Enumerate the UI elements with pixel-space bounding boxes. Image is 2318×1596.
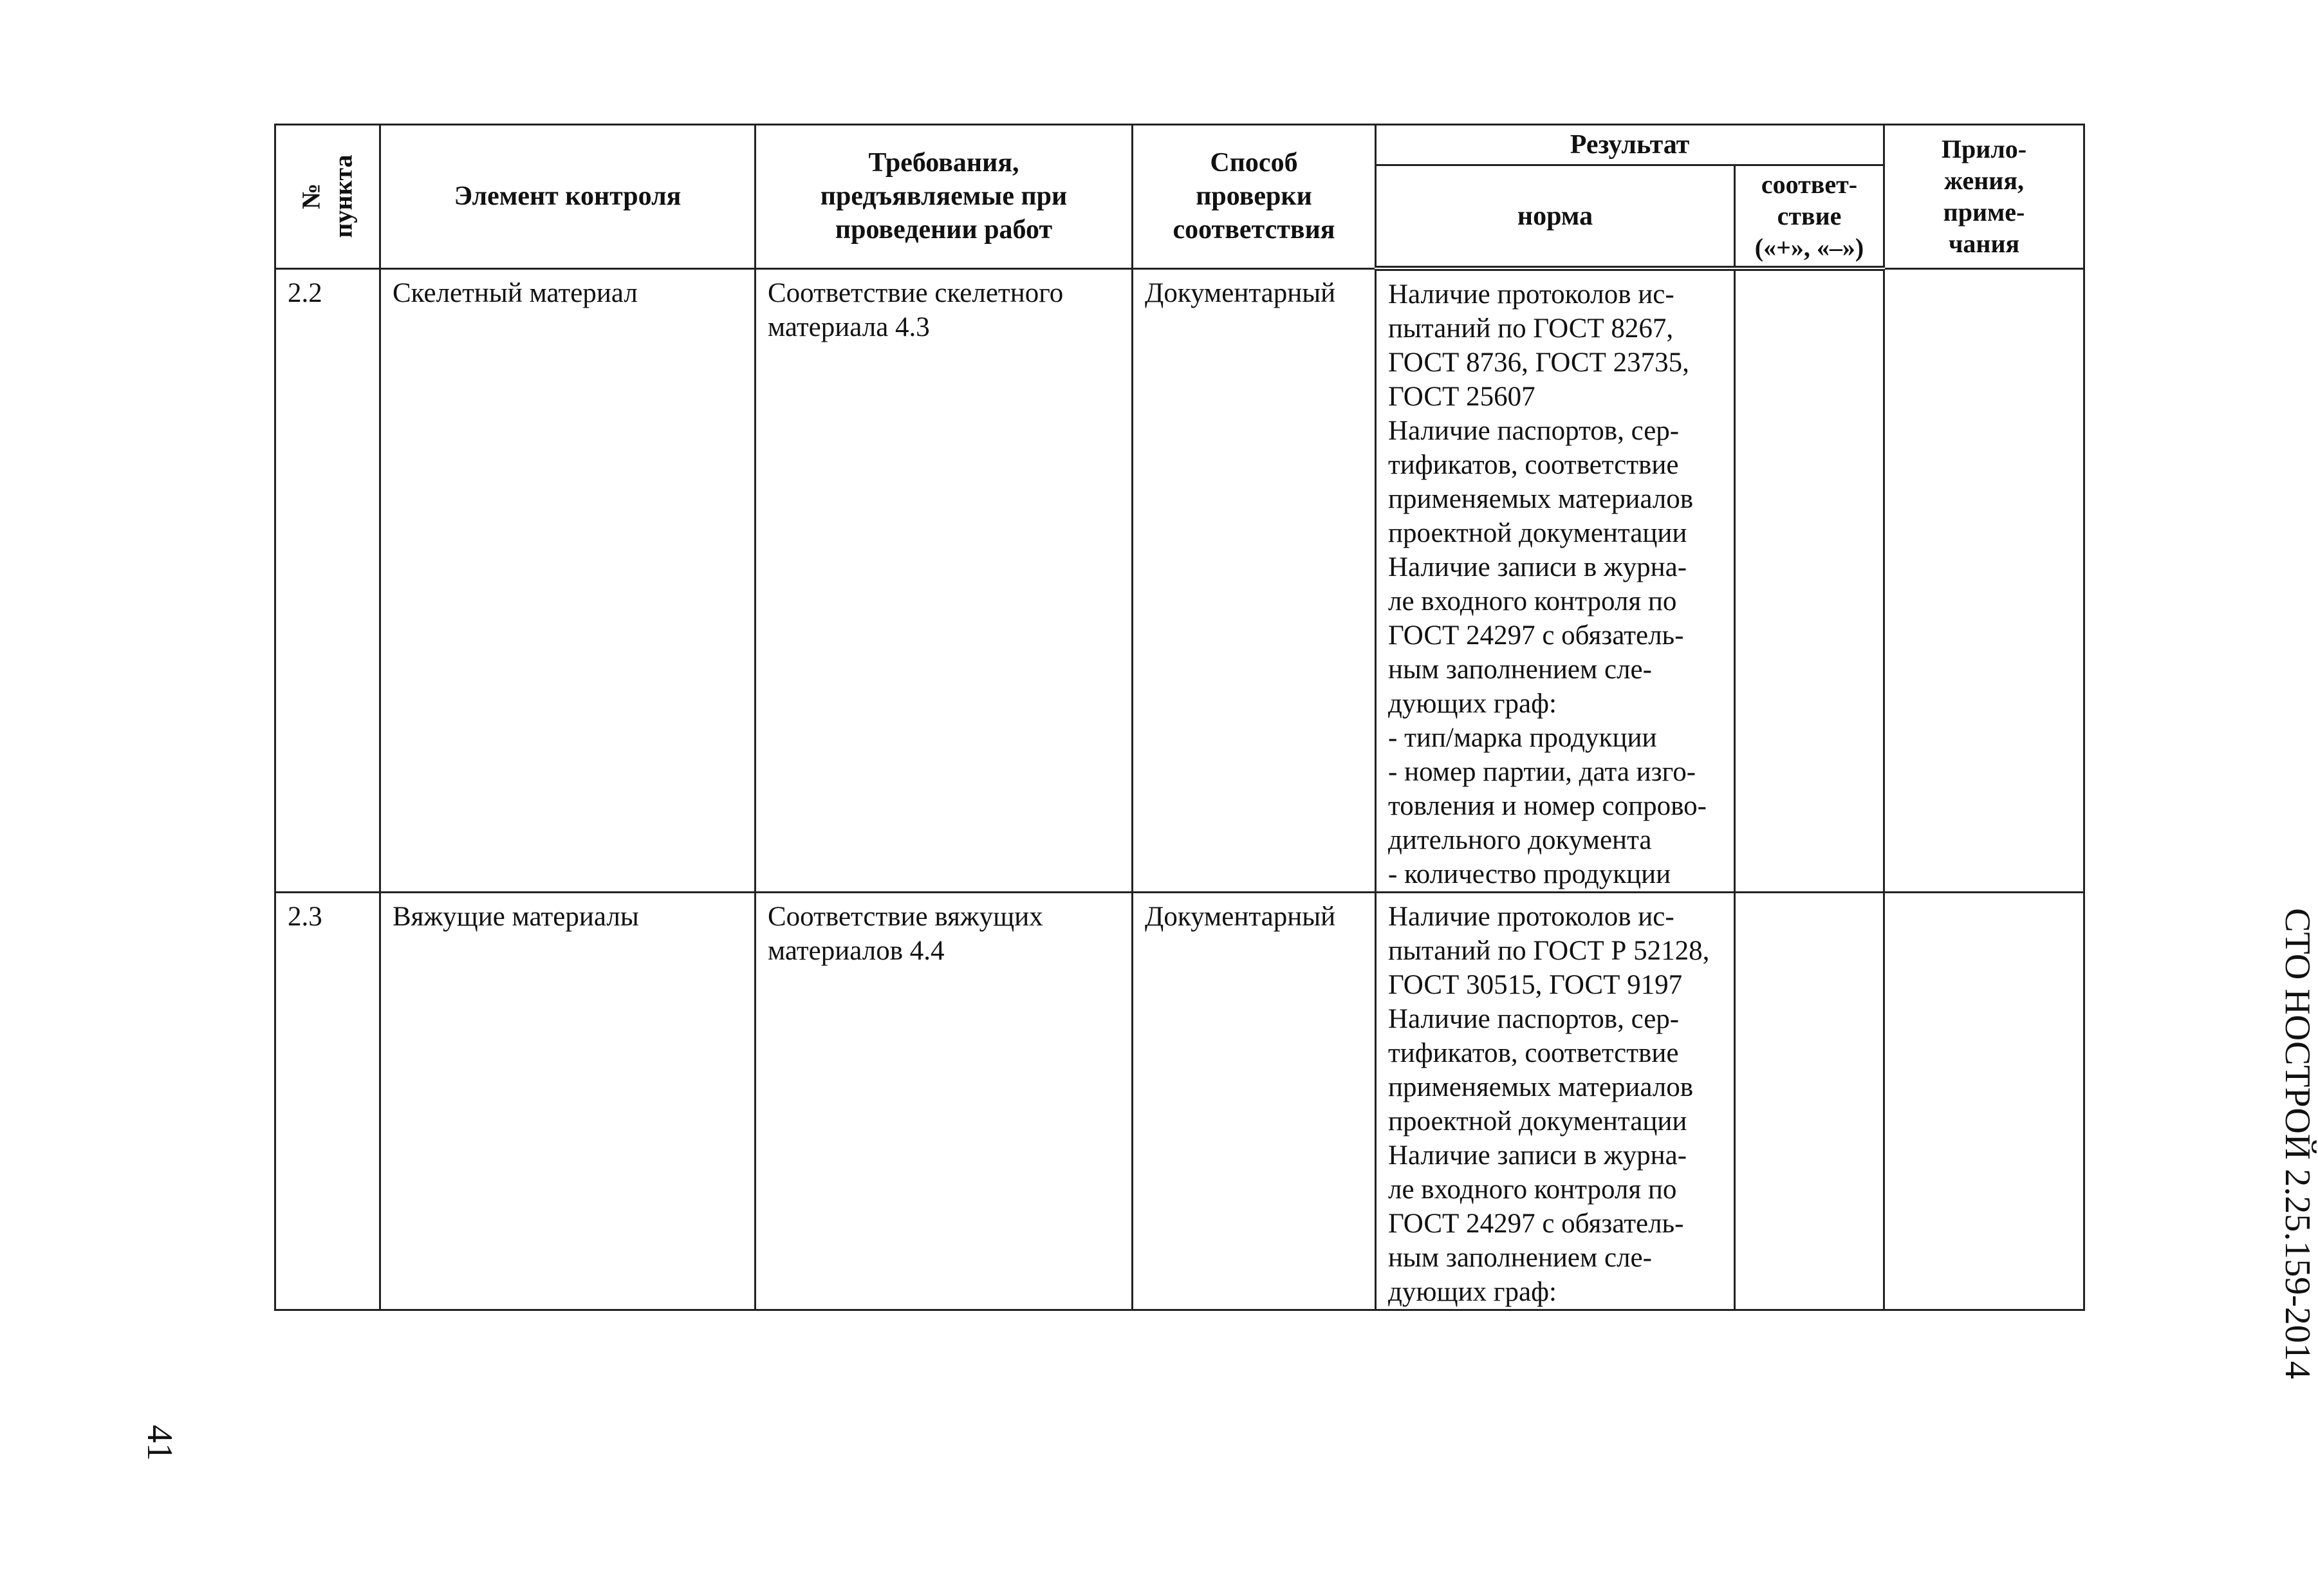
header-requirements: Требования, предъявляемые при проведении работ <box>756 125 1133 269</box>
row-method: Документарный <box>1133 268 1376 893</box>
header-notes: Прило- жения, приме- чания <box>1884 125 2084 269</box>
row-conformity <box>1735 893 1884 1310</box>
document-code-label: СТО НОСТРОЙ 2.25.159-2014 <box>2277 908 2317 1379</box>
header-method: Способ проверки соответствия <box>1133 125 1376 269</box>
row-norm: Наличие протоколов ис- пытаний по ГОСТ 8267, ГОСТ 8736, ГОСТ 23735, ГОСТ 25607 Наличие паспортов, сер- тификатов, соответствие применяемых материалов проектной документации Наличие записи в журна- ле входного контроля по ГОСТ 24297 с обязатель- ным заполнением сле- дующих граф: - тип/марка продукции - номер партии, дата изго- товления и номер сопрово- дительного документа - количество продукции <box>1376 268 1735 893</box>
header-element: Элемент контроля <box>380 125 756 269</box>
row-conformity <box>1735 268 1884 893</box>
header-item-number: № пункта <box>275 125 380 269</box>
header-norm: норма <box>1376 165 1735 269</box>
row-method: Документарный <box>1133 893 1376 1310</box>
control-table <box>274 124 2085 1311</box>
table-header <box>275 125 2084 269</box>
table-row <box>275 893 2084 1310</box>
row-requirement: Соответствие скелетного материала 4.3 <box>756 268 1133 893</box>
table-row <box>275 268 2084 893</box>
row-norm: Наличие протоколов ис- пытаний по ГОСТ Р 52128, ГОСТ 30515, ГОСТ 9197 Наличие паспортов, сер- тификатов, соответствие применяемых материалов проектной документации Наличие записи в журна- ле входного контроля по ГОСТ 24297 с обязатель- ным заполнением сле- дующих граф: <box>1376 893 1735 1310</box>
page-number: 41 <box>140 1425 180 1461</box>
header-result: Результат <box>1376 125 1884 165</box>
row-requirement: Соответствие вяжущих материалов 4.4 <box>756 893 1133 1310</box>
row-notes <box>1884 893 2084 1310</box>
row-number: 2.2 <box>275 268 380 893</box>
row-number: 2.3 <box>275 893 380 1310</box>
row-element: Скелетный материал <box>380 268 756 893</box>
row-element: Вяжущие материалы <box>380 893 756 1310</box>
row-notes <box>1884 268 2084 893</box>
header-conformity: соответ- ствие («+», «–») <box>1735 165 1884 269</box>
